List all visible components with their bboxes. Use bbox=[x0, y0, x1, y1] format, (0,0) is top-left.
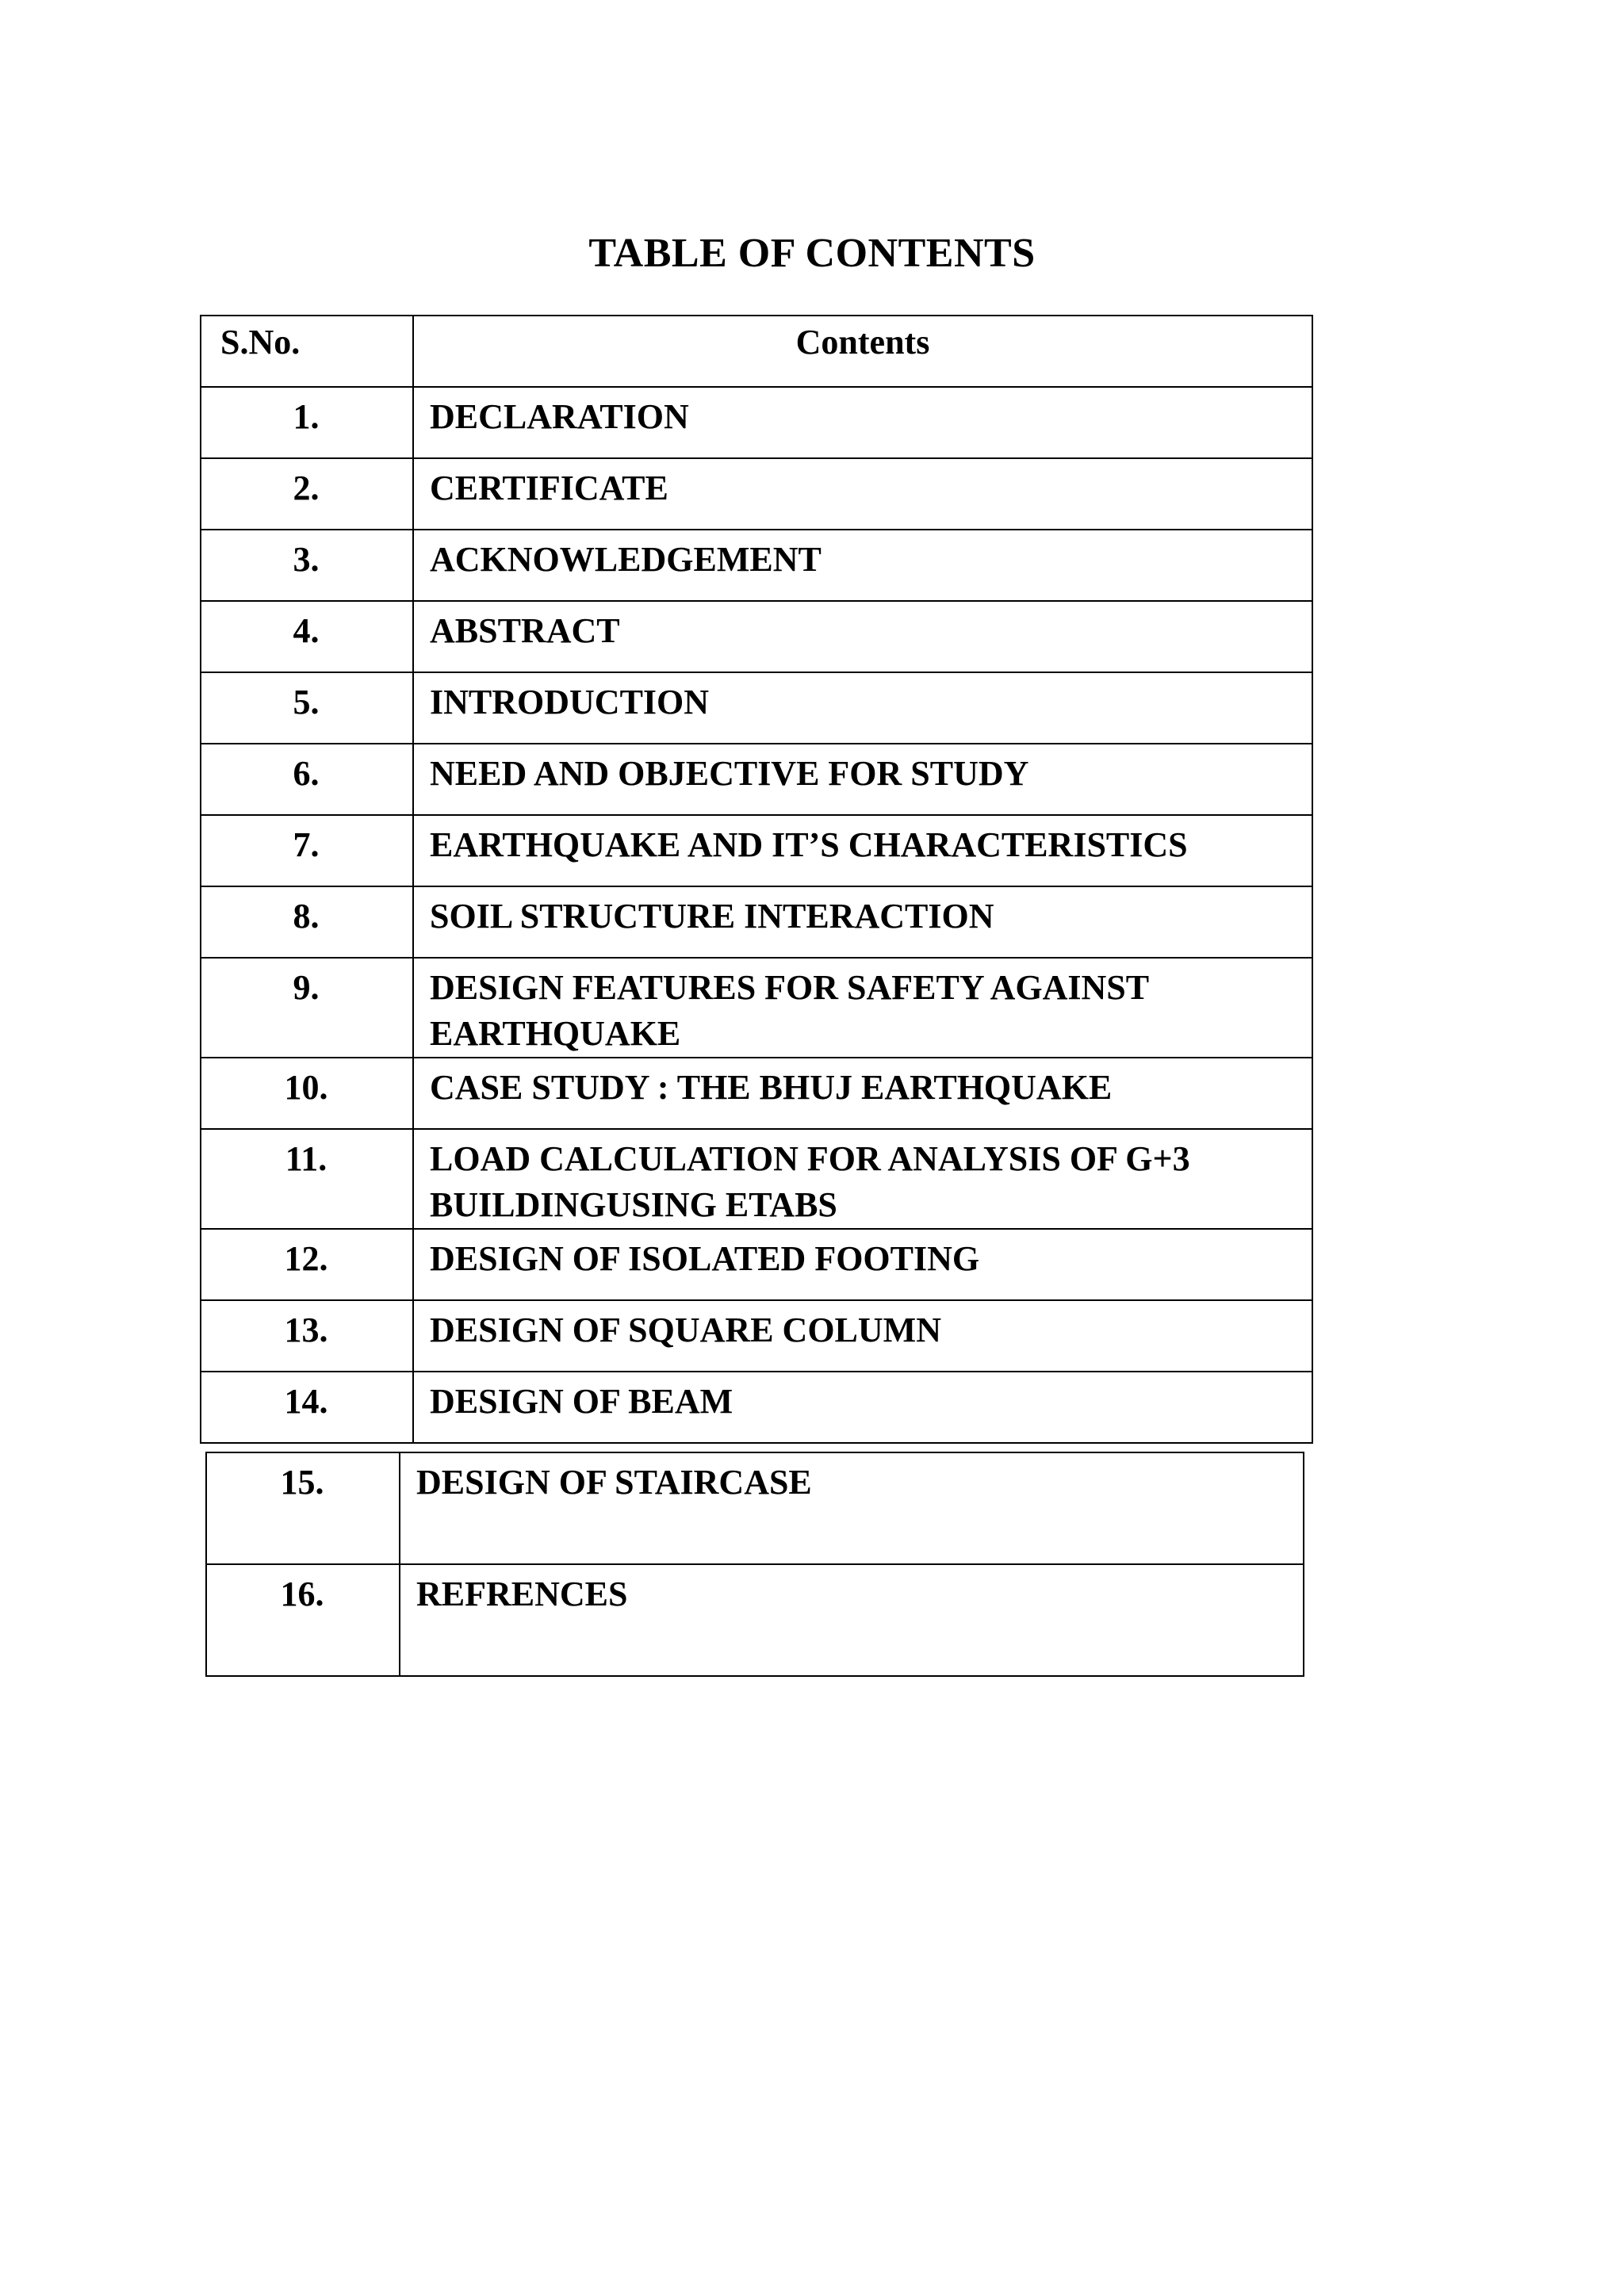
row-number: 11. bbox=[201, 1129, 413, 1229]
row-entry: DESIGN OF ISOLATED FOOTING bbox=[413, 1229, 1312, 1300]
row-number: 8. bbox=[201, 886, 413, 958]
row-entry: CERTIFICATE bbox=[413, 458, 1312, 530]
table-row bbox=[201, 530, 1312, 601]
row-entry: ABSTRACT bbox=[413, 601, 1312, 672]
table-row bbox=[201, 1058, 1312, 1129]
sno-header: S.No. bbox=[201, 316, 413, 387]
row-number: 15. bbox=[206, 1452, 400, 1564]
row-entry: NEED AND OBJECTIVE FOR STUDY bbox=[413, 744, 1312, 815]
table-row bbox=[201, 958, 1312, 1058]
row-entry: DESIGN OF STAIRCASE bbox=[400, 1452, 1304, 1564]
row-number: 14. bbox=[201, 1372, 413, 1443]
table-row bbox=[201, 672, 1312, 744]
row-number: 4. bbox=[201, 601, 413, 672]
row-entry: DESIGN FEATURES FOR SAFETY AGAINST EARTHQUAKE bbox=[413, 958, 1312, 1058]
row-entry: ACKNOWLEDGEMENT bbox=[413, 530, 1312, 601]
row-number: 16. bbox=[206, 1564, 400, 1676]
table-row bbox=[201, 1229, 1312, 1300]
row-number: 9. bbox=[201, 958, 413, 1058]
table-row bbox=[201, 1372, 1312, 1443]
table-row bbox=[206, 1564, 1304, 1676]
row-number: 12. bbox=[201, 1229, 413, 1300]
table-row bbox=[206, 1452, 1304, 1564]
row-entry: SOIL STRUCTURE INTERACTION bbox=[413, 886, 1312, 958]
toc-table-continued bbox=[205, 1452, 1304, 1677]
table-row bbox=[201, 744, 1312, 815]
table-header-row bbox=[201, 316, 1312, 387]
row-number: 13. bbox=[201, 1300, 413, 1372]
row-number: 5. bbox=[201, 672, 413, 744]
table-row bbox=[201, 458, 1312, 530]
row-number: 1. bbox=[201, 387, 413, 458]
table-row bbox=[201, 886, 1312, 958]
table-row bbox=[201, 387, 1312, 458]
row-number: 3. bbox=[201, 530, 413, 601]
row-entry: DESIGN OF BEAM bbox=[413, 1372, 1312, 1443]
row-entry: REFRENCES bbox=[400, 1564, 1304, 1676]
table-row bbox=[201, 1300, 1312, 1372]
row-entry: CASE STUDY : THE BHUJ EARTHQUAKE bbox=[413, 1058, 1312, 1129]
row-entry: DECLARATION bbox=[413, 387, 1312, 458]
page-title: TABLE OF CONTENTS bbox=[588, 231, 1036, 276]
toc-table bbox=[200, 315, 1313, 1444]
table-row bbox=[201, 815, 1312, 886]
row-number: 7. bbox=[201, 815, 413, 886]
row-entry: EARTHQUAKE AND IT’S CHARACTERISTICS bbox=[413, 815, 1312, 886]
row-entry: DESIGN OF SQUARE COLUMN bbox=[413, 1300, 1312, 1372]
row-entry: LOAD CALCULATION FOR ANALYSIS OF G+3 BUILDINGUSING ETABS bbox=[413, 1129, 1312, 1229]
table-row bbox=[201, 601, 1312, 672]
row-entry: INTRODUCTION bbox=[413, 672, 1312, 744]
table-row bbox=[201, 1129, 1312, 1229]
row-number: 6. bbox=[201, 744, 413, 815]
contents-header: Contents bbox=[413, 316, 1312, 387]
row-number: 2. bbox=[201, 458, 413, 530]
row-number: 10. bbox=[201, 1058, 413, 1129]
